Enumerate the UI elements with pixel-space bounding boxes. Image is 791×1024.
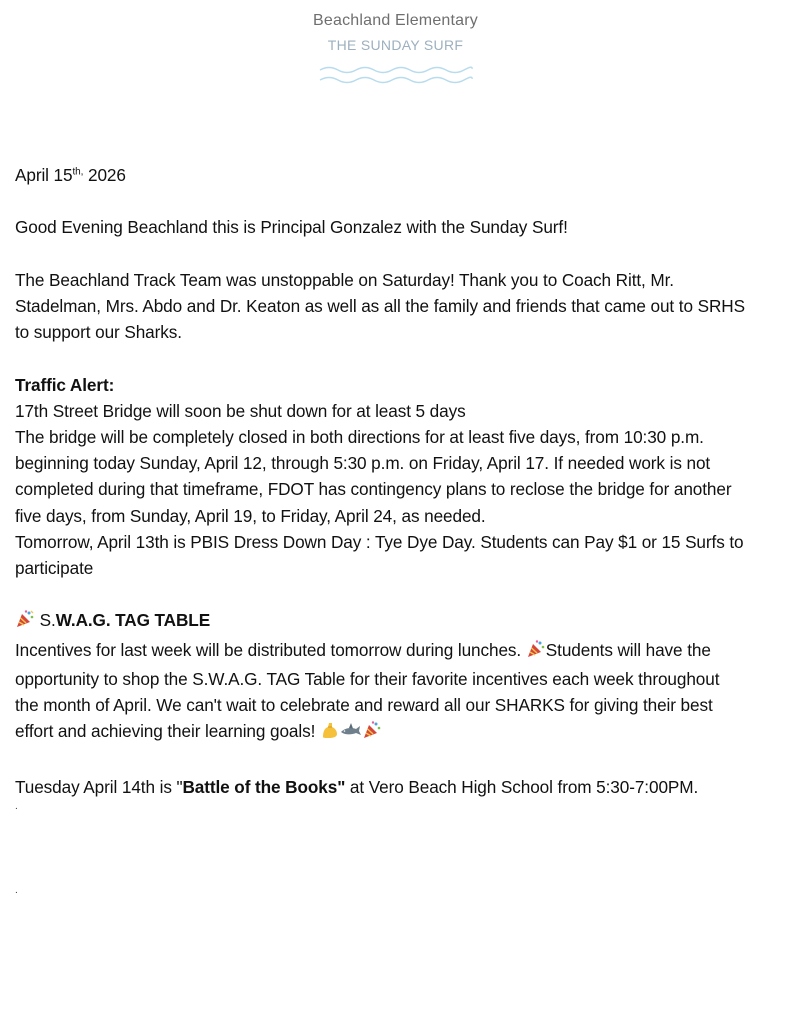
school-name: Beachland Elementary [313,12,478,29]
trailing-dot-1: . [15,800,18,812]
swag-line-1a: Incentives for last week will be distributed tomorrow during lunches. [15,639,526,660]
party-popper-icon [15,609,35,636]
track-line-1: The Beachland Track Team was unstoppable on Saturday! Thank you to Coach Ritt, Mr. [15,269,674,290]
newsletter-body [15,162,777,898]
party-popper-icon [526,639,546,666]
traffic-line-4: completed during that timeframe, FDOT has contingency plans to reclose the bridge for another [15,479,732,500]
swag-heading-bold: W.A.G. TAG TABLE [55,610,211,631]
date-month-day: April 15 [15,165,73,185]
waves-icon [319,64,473,86]
date-year: 2026 [83,165,126,185]
battle-line [15,774,777,800]
traffic-line-3: beginning today Sunday, April 12, through 5:30 p.m. on Friday, April 17. If needed work is not [15,453,711,474]
traffic-paragraph [15,398,777,581]
swag-line-2: opportunity to shop the S.W.A.G. TAG Table for their favorite incentives each week throughout [15,668,720,689]
traffic-line-2: The bridge will be completely closed in both directions for at least five days, from 10:30 p.m. [15,426,704,447]
track-line-3: to support our Sharks. [15,322,182,343]
traffic-line-7: participate [15,558,94,578]
trailing-dot-2: . [15,884,18,896]
newsletter-name: THE SUNDAY SURF [327,37,464,53]
battle-suffix: at Vero Beach High School from 5:30-7:00PM. [345,776,699,797]
flexed-bicep-icon [320,720,340,747]
shark-icon [340,720,362,747]
newsletter-header [0,10,791,86]
swag-line-3: the month of April. We can't wait to celebrate and reward all our SHARKS for giving their best [15,695,713,715]
traffic-heading: Traffic Alert: [15,374,115,395]
track-line-2: Stadelman, Mrs. Abdo and Dr. Keaton as well as all the family and friends that came out to SRHS [15,295,745,316]
party-popper-icon [362,720,382,747]
traffic-line-6: Tomorrow, April 13th is PBIS Dress Down Day : Tye Dye Day. Students can Pay $1 or 15 Surfs to [15,531,744,552]
battle-title: Battle of the Books" [182,776,346,797]
swag-line-4: effort and achieving their learning goals! [15,721,320,742]
swag-heading [15,607,777,636]
track-paragraph [15,267,777,346]
greeting: Good Evening Beachland this is Principal Gonzalez with the Sunday Surf! [15,217,568,238]
traffic-line-5: five days, from Sunday, April 19, to Friday, April 24, as needed. [15,505,486,526]
date-suffix: th, [72,166,84,178]
battle-prefix: Tuesday April 14th is " [15,776,183,797]
date-line [15,162,777,188]
swag-line-1b: Students will have the [545,639,711,660]
traffic-line-1: 17th Street Bridge will soon be shut down for at least 5 days [15,400,466,421]
swag-paragraph [15,637,777,748]
swag-heading-plain: S. [35,610,56,631]
